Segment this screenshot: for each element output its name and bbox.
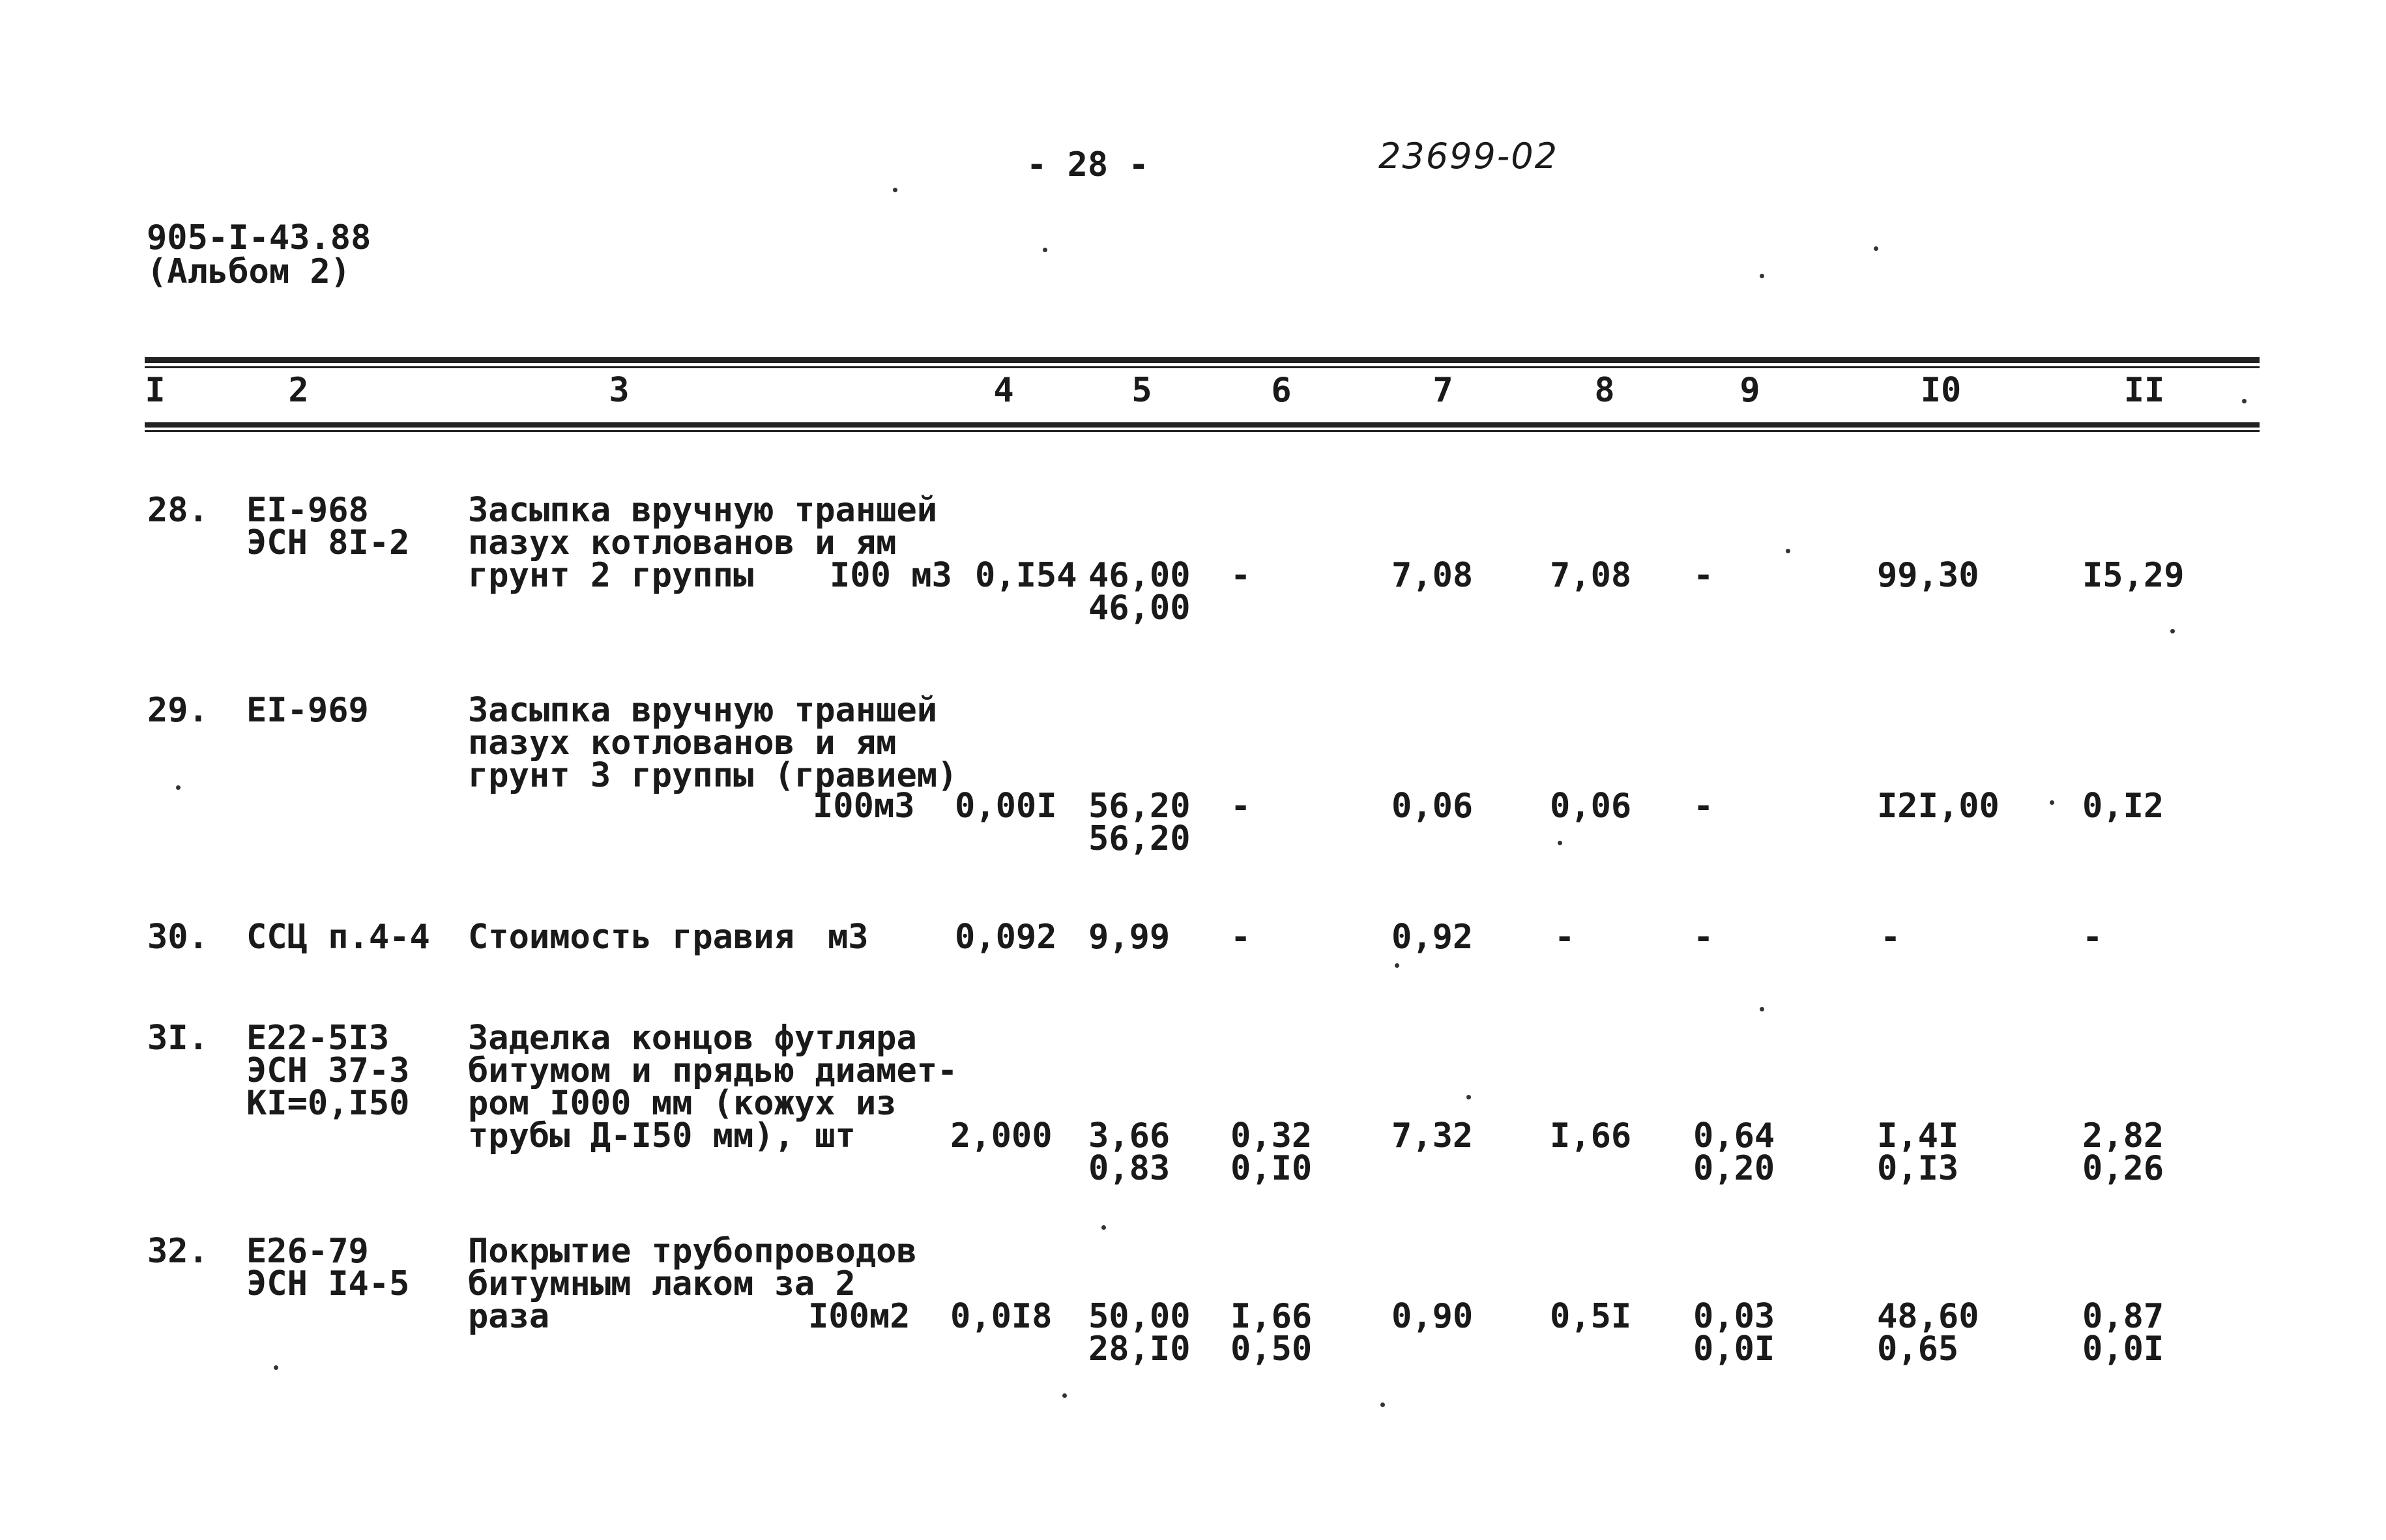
cell-quantity: 0,092 [955,918,1057,957]
cell-col8: 0,5I [1550,1297,1632,1336]
cell-col6: - [1230,918,1251,957]
cell-col5-sub: 46,00 [1088,588,1191,628]
column-header-1: I [145,371,166,410]
row-number: 32. [147,1232,209,1271]
cell-col11: 2,82 [2082,1116,2164,1155]
cell-col8: - [1554,918,1575,957]
work-description: грунт 3 группы (гравием) [468,756,958,795]
row-number: 3I. [147,1019,209,1058]
scan-speck [1101,1225,1106,1230]
cell-col9: - [1693,556,1714,595]
row-number: 30. [147,918,209,957]
scan-speck [274,1365,278,1370]
cell-col5: 3,66 [1088,1116,1171,1155]
work-description: Заделка концов футляра [468,1019,917,1058]
cell-col5-sub: 56,20 [1088,819,1191,858]
cell-col10: 99,30 [1877,556,1979,595]
norm-code: EI-969 [246,691,369,730]
table-header-bottom-rule-thin [145,430,2260,432]
column-header-4: 4 [993,371,1014,410]
cell-col6: - [1230,556,1251,595]
cell-col7: 0,90 [1391,1297,1474,1336]
norm-code: KI=0,I50 [246,1084,410,1123]
work-description: битумом и прядью диамет- [468,1051,958,1090]
work-description: раза [468,1297,550,1336]
cell-col8: I,66 [1550,1116,1632,1155]
unit: I00м3 [813,787,915,826]
cell-col10-sub: 0,65 [1877,1329,1959,1369]
scan-speck [1466,1095,1471,1099]
work-description: Стоимость гравия [468,918,794,957]
cell-col6-sub: 0,I0 [1230,1149,1313,1188]
row-number: 28. [147,491,209,530]
scan-speck [1760,274,1764,278]
column-header-5: 5 [1131,371,1152,410]
norm-code: EI-968 [246,491,369,530]
cell-col11: - [2082,918,2103,957]
cell-col5: 46,00 [1088,556,1191,595]
column-header-10: I0 [1920,371,1962,410]
cell-col9: - [1693,918,1714,957]
scan-speck [1380,1402,1385,1407]
column-header-7: 7 [1433,371,1453,410]
column-header-11: II [2123,371,2165,410]
cell-col5: 50,00 [1088,1297,1191,1336]
cell-quantity: 0,I54 [975,556,1077,595]
row-number: 29. [147,691,209,730]
work-description: пазух котлованов и ям [468,723,897,763]
cell-col11-sub: 0,0I [2082,1329,2164,1369]
scan-speck [1043,248,1047,252]
cell-col9: - [1693,787,1714,826]
column-header-9: 9 [1739,371,1760,410]
cell-col7: 0,06 [1391,787,1474,826]
cell-col9: 0,03 [1693,1297,1775,1336]
cell-col8: 7,08 [1550,556,1632,595]
cell-quantity: 0,0I8 [950,1297,1053,1336]
table-top-rule [145,357,2260,363]
scan-speck [893,188,897,192]
work-description: трубы Д-I50 мм), шт [468,1116,856,1155]
scan-speck [1786,549,1790,553]
cell-col10-sub: 0,I3 [1877,1149,1959,1188]
cell-col11: 0,87 [2082,1297,2164,1336]
unit: I00м2 [808,1297,910,1336]
page-number: - 28 - [1026,145,1149,184]
unit: I00 м3 [830,556,952,595]
document-code: 905-I-43.88 [147,218,371,257]
cell-col9-sub: 0,0I [1693,1329,1775,1369]
table-top-rule-thin [145,366,2260,368]
work-description: Засыпка вручную траншей [468,491,938,530]
work-description: грунт 2 группы [468,556,754,595]
scan-speck [176,785,181,790]
cell-col9-sub: 0,20 [1693,1149,1775,1188]
cell-col10: I,4I [1877,1116,1959,1155]
column-header-3: 3 [609,371,630,410]
unit: м3 [828,918,869,957]
cell-col11: I5,29 [2082,556,2185,595]
cell-col5-sub: 28,I0 [1088,1329,1191,1369]
cell-col5: 56,20 [1088,787,1191,826]
cell-col10: - [1880,918,1901,957]
scan-speck [2242,399,2247,403]
scan-speck [1874,246,1878,251]
norm-code: ССЦ п.4-4 [246,918,430,957]
scan-speck [1062,1393,1067,1398]
scan-speck [2170,629,2175,633]
cell-col8: 0,06 [1550,787,1632,826]
norm-code: ЭCH 8I-2 [246,523,410,562]
cell-col11: 0,I2 [2082,787,2164,826]
norm-code: E26-79 [246,1232,369,1271]
cell-col9: 0,64 [1693,1116,1775,1155]
cell-col6: 0,32 [1230,1116,1313,1155]
column-header-8: 8 [1594,371,1615,410]
norm-code: E22-5I3 [246,1019,390,1058]
cell-quantity: 0,00I [955,787,1057,826]
cell-col10: I2I,00 [1877,787,2000,826]
cell-col6-sub: 0,50 [1230,1329,1313,1369]
scan-speck [1395,963,1399,968]
cell-col7: 0,92 [1391,918,1474,957]
scan-speck [2050,800,2054,805]
cell-col11-sub: 0,26 [2082,1149,2164,1188]
table-header-bottom-rule [145,422,2260,428]
scan-speck [1760,1007,1764,1011]
cell-col7: 7,08 [1391,556,1474,595]
cell-quantity: 2,000 [950,1116,1053,1155]
cell-col5: 9,99 [1088,918,1171,957]
work-description: пазух котлованов и ям [468,523,897,562]
column-header-2: 2 [288,371,309,410]
work-description: Засыпка вручную траншей [468,691,938,730]
cell-col10: 48,60 [1877,1297,1979,1336]
handwritten-number: 23699-02 [1378,136,1558,177]
column-header-6: 6 [1271,371,1292,410]
cell-col5-sub: 0,83 [1088,1149,1171,1188]
work-description: Покрытие трубопроводов [468,1232,917,1271]
cell-col6: I,66 [1230,1297,1313,1336]
scan-speck [1558,841,1562,845]
norm-code: ЭCH 37-3 [246,1051,410,1090]
norm-code: ЭCH I4-5 [246,1264,410,1303]
cell-col6: - [1230,787,1251,826]
work-description: битумным лаком за 2 [468,1264,856,1303]
work-description: ром I000 мм (кожух из [468,1084,897,1123]
cell-col7: 7,32 [1391,1116,1474,1155]
document-album: (Альбом 2) [147,252,351,291]
